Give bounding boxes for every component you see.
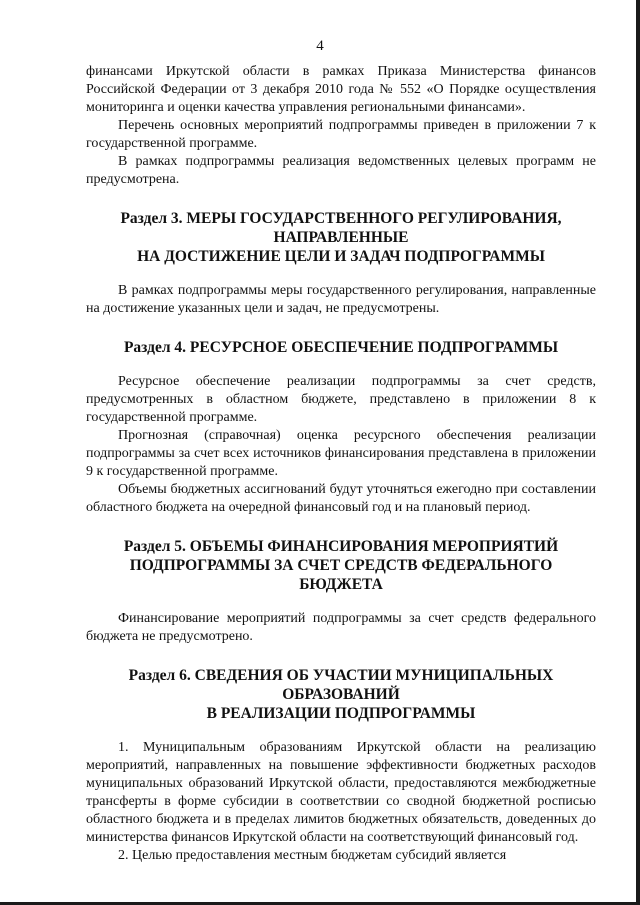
document-body <box>86 63 596 865</box>
section-3-heading-line-1: Раздел 3. МЕРЫ ГОСУДАРСТВЕННОГО РЕГУЛИРОВАНИЯ, <box>120 210 562 227</box>
section-5-heading-line-1: Раздел 5. ОБЪЕМЫ ФИНАНСИРОВАНИЯ МЕРОПРИЯТИЙ <box>123 538 559 555</box>
section-3-heading-line-2: НАПРАВЛЕННЫЕ <box>273 229 409 246</box>
section-4-heading <box>86 338 596 357</box>
section-4-paragraph-2: Прогнозная (справочная) оценка ресурсного обеспечения реализации подпрограммы за счет всех источников финансирования представлена в приложении 9 к государственной программе. <box>86 428 596 479</box>
section-5-heading-line-2: ПОДПРОГРАММЫ ЗА СЧЕТ СРЕДСТВ ФЕДЕРАЛЬНОГО БЮДЖЕТА <box>129 557 553 593</box>
section-6-heading <box>86 666 596 723</box>
page-number: 4 <box>316 38 324 54</box>
intro-paragraph-2: Перечень основных мероприятий подпрограммы приведен в приложении 7 к государственной программе. <box>86 118 596 151</box>
section-5-paragraph-1: Финансирование мероприятий подпрограммы за счет средств федерального бюджета не предусмотрено. <box>86 611 596 644</box>
section-6-heading-line-2: В РЕАЛИЗАЦИИ ПОДПРОГРАММЫ <box>206 705 476 722</box>
section-3-paragraph-1: В рамках подпрограммы меры государственного регулирования, направленные на достижение указанных цели и задач, не предусмотрены. <box>86 283 596 316</box>
intro-paragraph-1: финансами Иркутской области в рамках Приказа Министерства финансов Российской Федерации от 3 декабря 2010 года № 552 «О Порядке осуществления мониторинга и оценки качества управления региональными финансами». <box>86 64 596 115</box>
section-5-heading <box>86 537 596 594</box>
section-4-heading-line-1: Раздел 4. РЕСУРСНОЕ ОБЕСПЕЧЕНИЕ ПОДПРОГРАММЫ <box>123 339 559 356</box>
section-3-heading <box>86 209 596 266</box>
section-3-heading-line-3: НА ДОСТИЖЕНИЕ ЦЕЛИ И ЗАДАЧ ПОДПРОГРАММЫ <box>137 248 545 265</box>
scan-right-edge <box>636 0 640 905</box>
section-4-paragraph-3: Объемы бюджетных ассигнований будут уточняться ежегодно при составлении областного бюджета на очередной финансовый год и на плановый период. <box>86 482 596 515</box>
section-6-paragraph-2: 2. Целью предоставления местным бюджетам субсидий является <box>118 848 507 863</box>
section-6-heading-line-1: Раздел 6. СВЕДЕНИЯ ОБ УЧАСТИИ МУНИЦИПАЛЬНЫХ ОБРАЗОВАНИЙ <box>128 667 554 703</box>
section-4-paragraph-1: Ресурсное обеспечение реализации подпрограммы за счет средств, предусмотренных в областном бюджете, представлено в приложении 8 к государственной программе. <box>86 374 596 425</box>
intro-paragraph-3: В рамках подпрограммы реализация ведомственных целевых программ не предусмотрена. <box>86 154 596 187</box>
section-6-paragraph-1: 1. Муниципальным образованиям Иркутской области на реализацию мероприятий, направленных на повышение эффективности бюджетных расходов муниципальных образований Иркутской области, предоставляются межбюджетные трансферты в форме субсидии в соответствии со сводной бюджетной росписью областного бюджета и в пределах лимитов бюджетных обязательств, доведенных до министерства финансов Иркутской области на соответствующий финансовый год. <box>86 740 596 845</box>
